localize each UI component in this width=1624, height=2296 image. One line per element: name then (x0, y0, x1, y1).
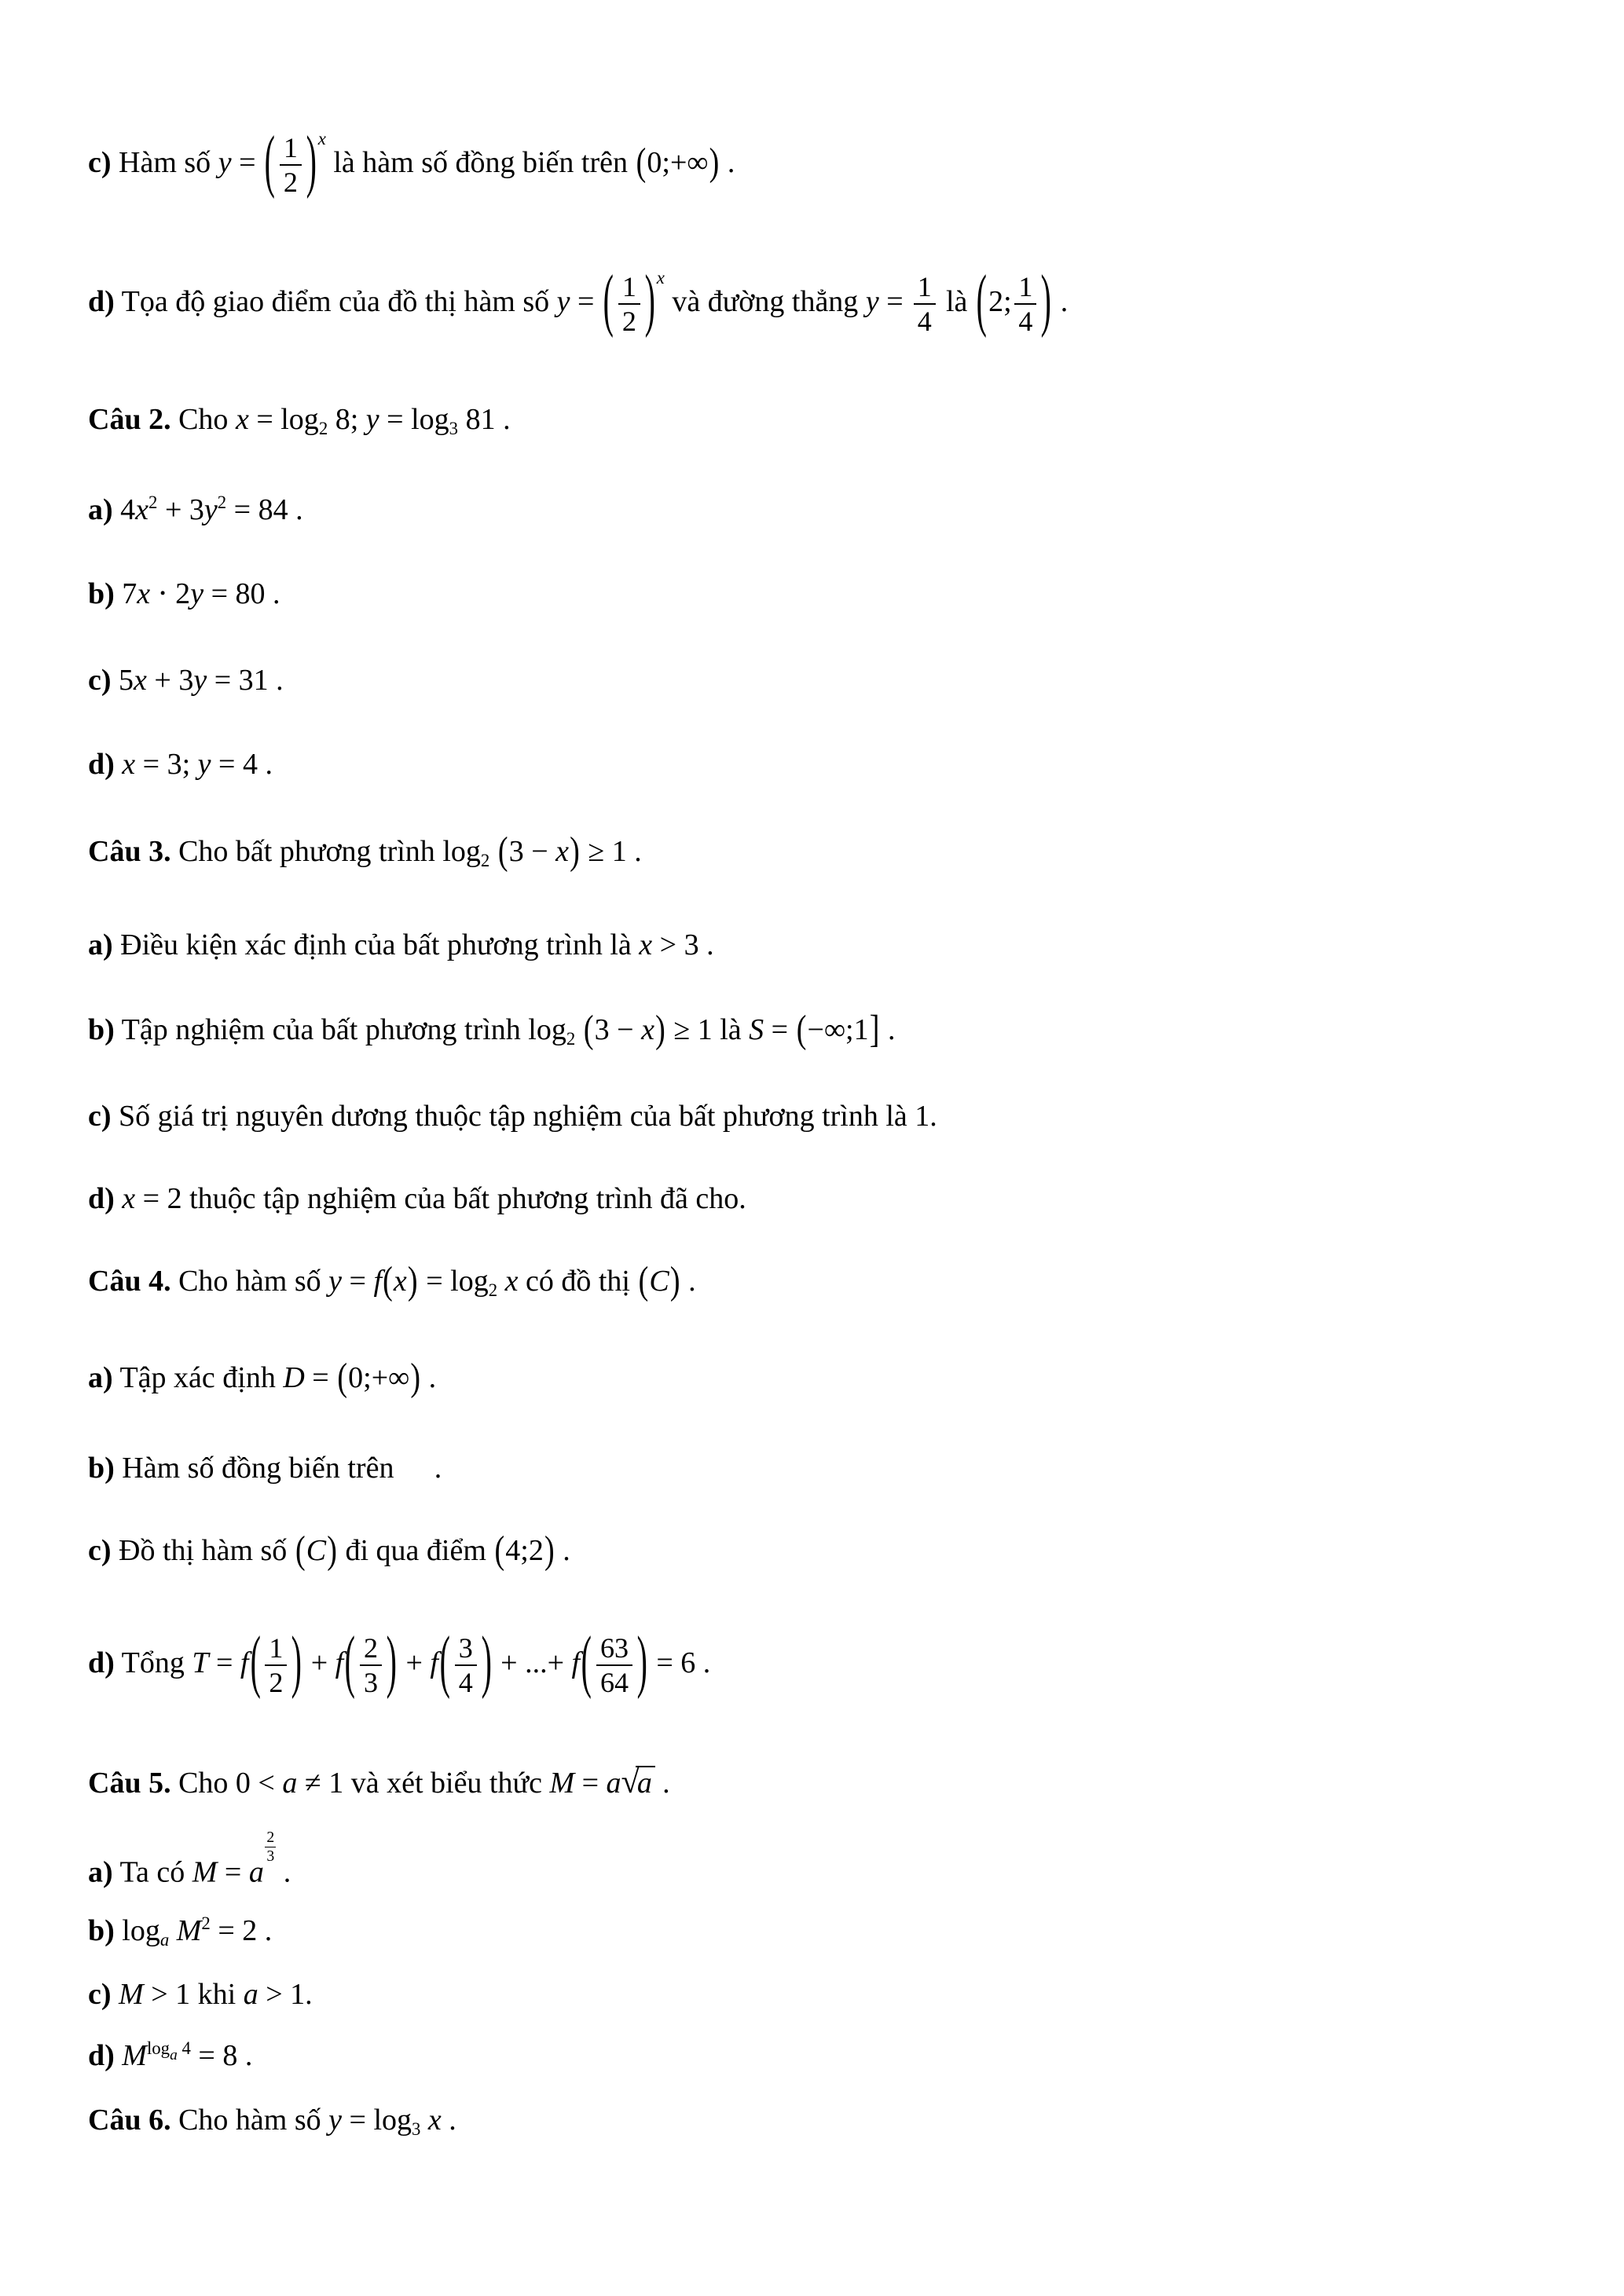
fraction-denominator: 2 (269, 1666, 284, 1698)
fraction-numerator: 2 (360, 1632, 382, 1666)
text-run: Số giá trị nguyên dương thuộc tập nghiệm của bất phương trình là 1. (111, 1100, 937, 1133)
text-run: ≥ 1 . (580, 835, 642, 868)
open-paren: ( (439, 1623, 451, 1701)
math-variable: C (306, 1534, 327, 1567)
document-line (88, 1452, 442, 1486)
close-paren: ] (869, 1008, 880, 1052)
text-run: −∞;1 (807, 1013, 869, 1046)
math-variable: M (176, 1914, 202, 1947)
text-run: Tập nghiệm của bất phương trình (114, 1013, 529, 1046)
document-line (88, 1623, 711, 1701)
document-line (88, 1008, 896, 1052)
fraction-numerator: 1 (1014, 271, 1036, 305)
math-variable: y (197, 748, 211, 781)
parenthesized-group (637, 1259, 680, 1303)
math-variable: y (865, 284, 879, 318)
text-run: = (304, 1361, 337, 1394)
text-run: . (441, 2104, 456, 2137)
text-run: > 1 khi (143, 1978, 244, 2011)
text-run: = 2 . (210, 1914, 273, 1947)
document-line (88, 1182, 746, 1217)
fraction-denominator: 2 (283, 166, 298, 198)
math-variable: y (218, 145, 232, 179)
fraction (1014, 271, 1036, 337)
parenthesized-group (636, 141, 720, 184)
text-run: và đường thẳng (664, 284, 866, 318)
text-run: > 3 . (652, 928, 714, 961)
math-variable: a (248, 1855, 264, 1889)
fraction-denominator: 4 (458, 1666, 473, 1698)
text-run (497, 1265, 505, 1298)
item-label: d) (88, 1646, 115, 1679)
math-variable: x (135, 493, 149, 526)
superscript: x (317, 128, 326, 148)
fraction-numerator: 1 (265, 1632, 287, 1666)
fraction (360, 1632, 382, 1698)
parenthesized-group (263, 123, 318, 201)
text-run (112, 1978, 119, 2011)
math-variable: x (641, 1013, 654, 1046)
subscript: a (159, 1929, 170, 1950)
item-label: d) (88, 284, 115, 318)
text-run: = 4 . (211, 748, 273, 781)
math-variable: S (749, 1013, 764, 1046)
close-paren: ) (709, 141, 720, 184)
document-line (88, 829, 642, 873)
superscript: 2 (148, 493, 158, 513)
open-paren: ( (264, 123, 276, 201)
fraction (265, 1632, 287, 1698)
document-line (88, 1100, 937, 1134)
fraction-numerator: 63 (596, 1632, 632, 1666)
text-run: log (146, 2038, 170, 2059)
fraction-numerator: 1 (618, 271, 640, 305)
close-paren: ) (327, 1529, 337, 1573)
math-variable: M (122, 2039, 147, 2072)
item-label: b) (88, 1013, 115, 1046)
text-run: . (276, 1855, 291, 1889)
text-run: . (421, 1361, 437, 1394)
close-paren: ) (644, 262, 655, 340)
parenthesized-group (583, 1008, 666, 1052)
text-run: là (938, 284, 975, 318)
text-run: 4 (112, 493, 136, 526)
item-label: a) (88, 493, 113, 526)
item-label: c) (88, 1978, 112, 2011)
text-run: > 1. (258, 1978, 313, 2011)
item-label: d) (88, 748, 115, 781)
open-paren: ( (494, 1529, 505, 1573)
math-variable: x (235, 403, 249, 436)
math-variable: a (243, 1978, 258, 2011)
document-line (88, 1259, 696, 1303)
document-line (88, 748, 273, 782)
text-run: 4;2 (505, 1534, 544, 1567)
text-run: log (528, 1013, 566, 1046)
open-paren: ( (295, 1529, 306, 1573)
fraction-numerator: 3 (455, 1632, 477, 1666)
item-label: d) (88, 2039, 115, 2072)
text-run: 0;+∞ (348, 1361, 410, 1394)
fraction-numerator: 1 (914, 271, 936, 305)
math-variable: y (556, 284, 570, 318)
math-variable: x (393, 1265, 407, 1298)
text-run: = (217, 1855, 249, 1889)
document-line (88, 403, 511, 438)
superscript: 2 (201, 1913, 211, 1934)
close-paren: ) (386, 1623, 397, 1701)
text-run: 3 − (508, 835, 556, 868)
superscript (146, 2038, 191, 2064)
superscript: x (656, 267, 665, 287)
subscript: 2 (488, 1280, 498, 1300)
fraction-numerator: 2 (266, 1829, 275, 1847)
math-variable: M (549, 1767, 575, 1800)
document-line (88, 1356, 437, 1400)
fraction-numerator: 1 (280, 132, 302, 166)
document-line (88, 664, 284, 698)
math-variable: C (649, 1265, 669, 1298)
math-variable: x (555, 835, 569, 868)
text-run: Hàm số (111, 145, 218, 179)
parenthesized-group (493, 1529, 555, 1573)
item-label: b) (88, 1914, 115, 1947)
item-label: c) (88, 664, 112, 697)
math-variable: x (134, 664, 147, 697)
parenthesized-group (336, 1356, 421, 1400)
open-paren: ( (345, 1623, 356, 1701)
document-line (88, 577, 280, 612)
math-variable: y (365, 403, 379, 436)
item-label: b) (88, 1452, 115, 1485)
text-run (115, 1182, 123, 1215)
item-label: Câu 6. (88, 2104, 171, 2137)
math-variable: f (571, 1646, 581, 1679)
text-run: = 6 . (648, 1646, 711, 1679)
text-run: = 8 . (190, 2039, 253, 2072)
math-variable: a (636, 1767, 652, 1800)
radicand (636, 1766, 655, 1800)
item-label: Câu 5. (88, 1767, 171, 1800)
math-variable: y (203, 493, 218, 526)
subscript: 3 (449, 418, 459, 438)
close-paren: ) (407, 1259, 418, 1303)
subscript: 3 (412, 2118, 421, 2139)
math-variable: y (328, 1265, 343, 1298)
text-run (115, 748, 123, 781)
math-variable: a (606, 1767, 621, 1800)
text-run: đi qua điểm (337, 1534, 494, 1567)
parenthesized-group (602, 262, 657, 340)
subscript: a (170, 2047, 178, 2064)
exponent-fraction (265, 1829, 276, 1865)
text-run: Tập xác định (112, 1361, 284, 1394)
text-run (575, 1013, 583, 1046)
text-run: 3 − (594, 1013, 642, 1046)
document-line (88, 1529, 570, 1573)
close-paren: ) (544, 1529, 555, 1573)
open-paren: ( (583, 1008, 594, 1052)
fraction-denominator: 2 (621, 305, 636, 337)
text-run: = 3; (135, 748, 198, 781)
parenthesized-group (975, 262, 1053, 340)
text-run: + ...+ (493, 1646, 572, 1679)
square-root (621, 1763, 655, 1802)
text-run: Cho hàm số (170, 2104, 329, 2137)
open-paren: ( (581, 1623, 592, 1701)
text-run: = (574, 1767, 607, 1800)
math-variable: x (122, 1182, 136, 1215)
text-run (115, 2039, 123, 2072)
parenthesized-group (497, 829, 581, 873)
document-line (88, 123, 735, 201)
text-run: Cho bất phương trình (170, 835, 443, 868)
math-variable: x (639, 928, 653, 961)
text-run: Cho 0 < (170, 1767, 283, 1800)
text-run: = 84 . (226, 493, 303, 526)
open-paren: ( (337, 1356, 348, 1400)
text-run (169, 1914, 177, 1947)
close-paren: ) (306, 123, 317, 201)
math-variable: f (373, 1265, 383, 1298)
fraction (455, 1632, 477, 1698)
text-run: 7 (114, 577, 137, 610)
close-paren: ) (636, 1623, 647, 1701)
item-label: d) (88, 1182, 115, 1215)
open-paren: ( (796, 1008, 807, 1052)
text-run: = log (342, 2104, 412, 2137)
text-run (489, 835, 497, 868)
text-run: Cho hàm số (170, 1265, 329, 1298)
text-run: . (434, 1452, 442, 1485)
math-variable: x (137, 577, 151, 610)
text-run: 8; (328, 403, 366, 436)
text-run: Điều kiện xác định của bất phương trình là (112, 928, 640, 961)
text-run: là hàm số đồng biến trên (325, 145, 636, 179)
close-paren: ) (570, 829, 580, 873)
parenthesized-group (343, 1623, 398, 1701)
math-variable: D (283, 1361, 305, 1394)
text-run: . (680, 1265, 696, 1298)
open-paren: ( (638, 1259, 649, 1303)
fraction (280, 132, 302, 198)
text-run: = (570, 284, 602, 318)
math-variable: y (190, 577, 204, 610)
text-run: = log (379, 403, 449, 436)
text-run: = (878, 284, 911, 318)
fraction-denominator: 64 (599, 1666, 629, 1698)
fraction (914, 271, 936, 337)
text-run: . (1053, 284, 1069, 318)
item-label: c) (88, 1100, 112, 1133)
fraction-denominator: 4 (917, 305, 932, 337)
text-run: 81 . (458, 403, 511, 436)
document-line (88, 928, 714, 963)
text-run: = log (418, 1265, 489, 1298)
fraction-denominator: 3 (364, 1666, 379, 1698)
text-run: 5 (111, 664, 134, 697)
document-line (88, 2104, 456, 2138)
text-run: Đồ thị hàm số (111, 1534, 295, 1567)
text-run: = 31 . (207, 664, 284, 697)
open-paren: ( (636, 141, 647, 184)
text-run: log (114, 1914, 160, 1947)
text-run (420, 2104, 428, 2137)
item-label: a) (88, 1855, 113, 1889)
open-paren: ( (976, 262, 988, 340)
parenthesized-group (382, 1259, 419, 1303)
open-paren: ( (383, 1259, 393, 1303)
open-paren: ( (497, 829, 508, 873)
text-run: ⋅ 2 (150, 577, 191, 610)
close-paren: ) (655, 1008, 665, 1052)
item-label: Câu 4. (88, 1265, 171, 1298)
document-line (88, 262, 1069, 340)
item-label: a) (88, 928, 113, 961)
math-variable: M (192, 1855, 218, 1889)
text-run: = 2 thuộc tập nghiệm của bất phương trình đã cho. (135, 1182, 746, 1215)
close-paren: ) (1040, 262, 1052, 340)
math-variable: M (119, 1978, 144, 2011)
text-run: . (880, 1013, 896, 1046)
document-line (88, 1829, 291, 1890)
text-run: = log (248, 403, 319, 436)
document-line (88, 493, 303, 528)
math-variable: f (240, 1646, 249, 1679)
text-run: . (555, 1534, 570, 1567)
close-paren: ) (481, 1623, 492, 1701)
document-line (88, 1763, 670, 1802)
fraction-denominator: 4 (1018, 305, 1033, 337)
math-variable: f (430, 1646, 438, 1679)
item-label: c) (88, 1534, 112, 1567)
fraction-denominator: 3 (266, 1847, 275, 1866)
text-run: + (398, 1646, 431, 1679)
text-run: Ta có (112, 1855, 192, 1889)
item-label: b) (88, 577, 115, 610)
text-run: + 3 (146, 664, 194, 697)
close-paren: ) (669, 1259, 680, 1303)
item-label: Câu 2. (88, 403, 171, 436)
parenthesized-group (438, 1623, 493, 1701)
text-run: có đồ thị (518, 1265, 638, 1298)
close-paren: ) (291, 1623, 302, 1701)
subscript: 2 (318, 418, 328, 438)
math-variable: y (193, 664, 207, 697)
text-run: log (442, 835, 481, 868)
document-line (88, 1914, 272, 1949)
text-run: + 3 (157, 493, 204, 526)
math-variable: x (122, 748, 136, 781)
document-line (88, 1978, 313, 2012)
text-run: . (720, 145, 735, 179)
item-label: Câu 3. (88, 835, 171, 868)
document-line (88, 2039, 252, 2074)
text-run: = (764, 1013, 796, 1046)
text-run: = (231, 145, 263, 179)
close-paren: ) (410, 1356, 420, 1400)
text-run: = 80 . (203, 577, 280, 610)
item-label: a) (88, 1361, 113, 1394)
text-run: 0;+∞ (647, 145, 709, 179)
text-run: Cho (170, 403, 236, 436)
subscript: 2 (566, 1028, 576, 1049)
math-variable: a (282, 1767, 298, 1800)
math-variable: y (328, 2104, 343, 2137)
math-variable: x (427, 2104, 442, 2137)
subscript: 2 (480, 850, 490, 870)
open-paren: ( (250, 1623, 261, 1701)
parenthesized-group (796, 1008, 881, 1052)
item-label: c) (88, 145, 112, 179)
text-run: = (208, 1646, 240, 1679)
text-run: 4 (177, 2038, 191, 2059)
superscript: 2 (217, 493, 227, 513)
text-run: Tọa độ giao điểm của đồ thị hàm số (114, 284, 557, 318)
text-run: Tổng (114, 1646, 192, 1679)
text-run: ≥ 1 là (665, 1013, 750, 1046)
fraction (618, 271, 640, 337)
text-run: 2; (988, 284, 1012, 318)
radical-sign: √ (621, 1763, 640, 1800)
text-run: = (342, 1265, 374, 1298)
text-run: . (654, 1767, 670, 1800)
parenthesized-group (295, 1529, 338, 1573)
text-run: ≠ 1 và xét biểu thức (297, 1767, 550, 1800)
math-variable: x (504, 1265, 519, 1298)
text-run: + (303, 1646, 335, 1679)
math-variable: f (335, 1646, 344, 1679)
math-variable: T (192, 1646, 209, 1679)
fraction (596, 1632, 632, 1698)
text-run: Hàm số đồng biến trên (114, 1452, 401, 1485)
parenthesized-group (580, 1623, 649, 1701)
parenthesized-group (248, 1623, 303, 1701)
open-paren: ( (603, 262, 614, 340)
